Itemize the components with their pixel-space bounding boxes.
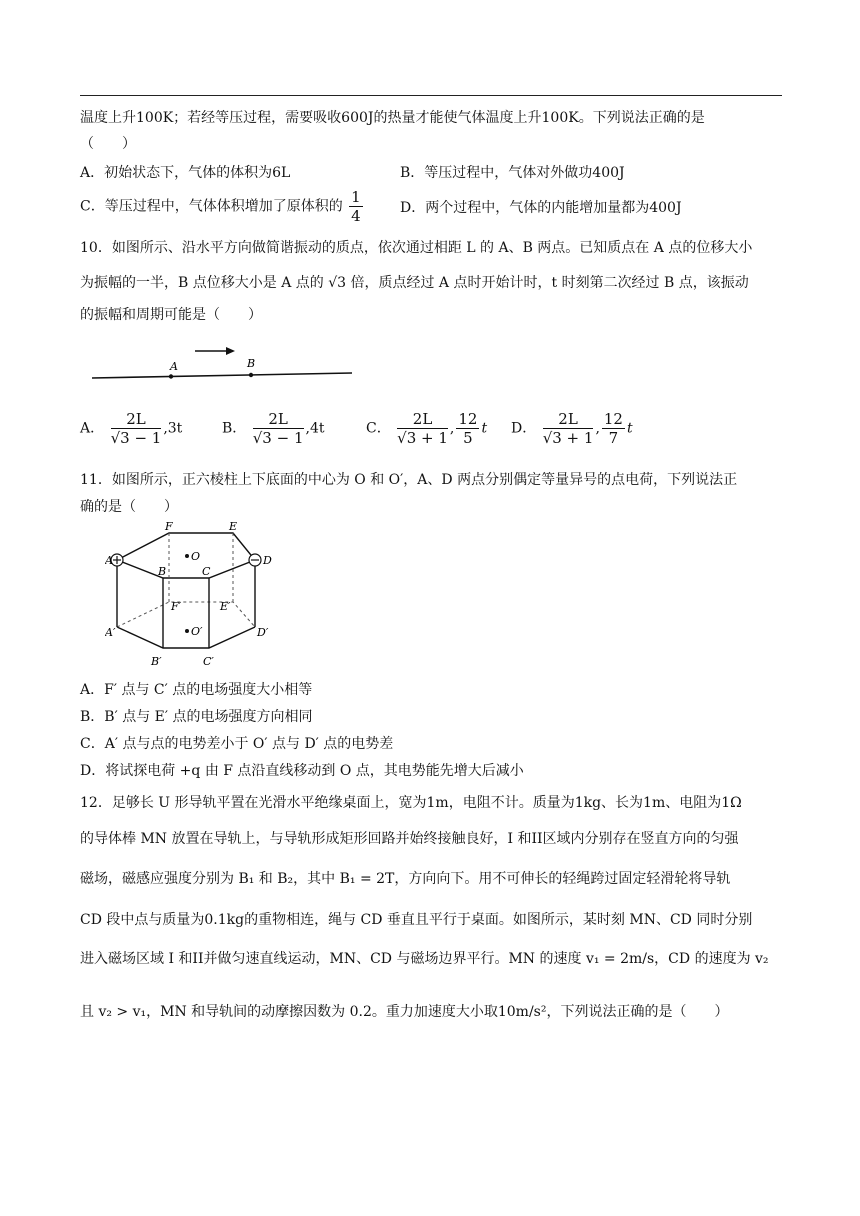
q10-figure (90, 340, 360, 385)
fraction-denominator: √3 − 1 (252, 429, 304, 447)
fraction-denominator: 4 (351, 207, 361, 225)
label-e-prime: E′ (220, 600, 231, 613)
fraction-numerator: 2L (397, 410, 448, 429)
label-c: C (202, 565, 211, 578)
q10-line-2: 为振幅的一半，B 点位移大小是 A 点的 √3 倍，质点经过 A 点时开始计时，t 时刻第二次经过 B 点，该振动 (80, 275, 749, 291)
q9-option-c-text: C．等压过程中，气体体积增加了原体积的 (80, 198, 343, 215)
center-o-prime-dot (185, 629, 189, 633)
option-rest: t (481, 420, 488, 437)
point-b-label: B (247, 357, 256, 370)
label-c-prime: C′ (203, 655, 214, 668)
q12-line-4: CD 段中点与质量为0.1kg的重物相连，绳与 CD 垂直且平行于桌面。如图所示，某时刻 MN、CD 同时分别 (80, 912, 753, 928)
option-fraction (253, 410, 304, 447)
label-o: O (191, 550, 201, 563)
q11-option-b: B．B′ 点与 E′ 点的电场强度方向相同 (80, 709, 313, 725)
point-a-label: A (170, 360, 178, 373)
fraction-numerator: 2L (111, 410, 162, 429)
label-o-prime: O′ (191, 625, 203, 638)
q9-option-d: D．两个过程中，气体的内能增加量都为400J (400, 200, 682, 216)
q11-line-2: 确的是（ ） (80, 499, 178, 515)
label-f-prime: F′ (171, 600, 182, 613)
q11-line-1: 11．如图所示，正六棱柱上下底面的中心为 O 和 O′，A、D 两点分别偶定等量异号的点电荷，下列说法正 (80, 472, 738, 488)
option-fraction (111, 410, 162, 447)
option-letter: B． (222, 420, 247, 437)
option-fraction (543, 410, 594, 447)
q12-line-3: 磁场，磁感应强度分别为 B₁ 和 B₂，其中 B₁ = 2T，方向向下。用不可伸长的轻绳跨过固定轻滑轮将导轨 (80, 871, 731, 887)
bottom-hidden-edges (117, 602, 255, 627)
option-letter: A． (80, 420, 105, 437)
fraction-denominator: √3 − 1 (110, 429, 162, 447)
fraction-denominator: √3 + 1 (542, 429, 594, 447)
q12-line-6: 且 v₂ > v₁，MN 和导轨间的动摩擦因数为 0.2。重力加速度大小取10m/s²，下列说法正确的是（ ） (80, 1004, 729, 1020)
center-o-dot (185, 554, 189, 558)
q12-line-5: 进入磁场区域 I 和II并做匀速直线运动，MN、CD 与磁场边界平行。MN 的速度 v₁ = 2m/s，CD 的速度为 v₂ (80, 951, 769, 967)
track-line (92, 373, 352, 378)
option-rest: ,4t (305, 420, 325, 437)
option-fraction-2 (456, 410, 479, 447)
q9-option-c (80, 188, 365, 225)
q9-line-1: 温度上升100K；若经等压过程，需要吸收600J的热量才能使气体温度上升100K。下列说法正确的是 (80, 110, 705, 126)
label-f: F (165, 520, 173, 533)
q10-option-a (80, 410, 182, 447)
q10-line-3: 的振幅和周期可能是（ ） (80, 307, 262, 323)
q9-option-b: B．等压过程中，气体对外做功400J (400, 165, 625, 181)
option-fraction-2 (602, 410, 625, 447)
option-letter: D． (511, 420, 537, 437)
q9-option-c-fraction (349, 188, 363, 225)
fraction-numerator: 12 (458, 410, 478, 428)
option-fraction (397, 410, 448, 447)
fraction-numerator: 1 (351, 188, 361, 206)
q10-option-b (222, 410, 324, 447)
label-d: D (263, 554, 272, 567)
fraction-numerator: 12 (603, 410, 623, 428)
option-rest: ,3t (163, 420, 183, 437)
fraction-denominator: 7 (608, 429, 619, 447)
q11-prism-figure (105, 520, 275, 672)
label-d-prime: D′ (257, 626, 269, 639)
q10-line-1: 10．如图所示、沿水平方向做简谐振动的质点，依次通过相距 L 的 A、B 两点。已知质点在 A 点的位移大小 (80, 240, 753, 256)
q10-option-c: C． $\frac{2L}{√3 + 1}$ , $\frac{12}{5}$ t (366, 410, 488, 447)
fraction-denominator: 5 (463, 429, 473, 447)
q11-option-a: A．F′ 点与 C′ 点的电场强度大小相等 (80, 682, 313, 698)
q12-line-2: 的导体棒 MN 放置在导轨上，与导轨形成矩形回路并始终接触良好，I 和II区域内分别存在竖直方向的匀强 (80, 831, 739, 847)
label-b: B (158, 565, 167, 578)
fraction-numerator: 2L (253, 410, 304, 429)
q12-line-1: 12．足够长 U 形导轨平置在光滑水平绝缘桌面上，宽为1m，电阻不计。质量为1kg、长为1m、电阻为1Ω (80, 795, 742, 811)
fraction-numerator: 2L (543, 410, 594, 429)
q9-option-a: A．初始状态下，气体的体积为6L (80, 165, 291, 181)
label-e: E (229, 520, 238, 533)
label-a: A (105, 554, 113, 567)
header-rule (80, 95, 782, 96)
q10-option-d: D． $\frac{2L}{√3 + 1}$ , $\frac{12}{7}$ t (511, 410, 633, 447)
point-b-dot (249, 373, 253, 377)
label-a-prime: A′ (105, 626, 116, 639)
q9-line-2: （ ） (80, 136, 136, 152)
q11-option-d: D．将试探电荷 +q 由 F 点沿直线移动到 O 点，其电势能先增大后减小 (80, 763, 524, 779)
q11-option-c: C．A′ 点与点的电势差小于 O′ 点与 D′ 点的电势差 (80, 736, 394, 752)
option-rest: t (626, 420, 633, 437)
point-a-dot (169, 374, 173, 378)
arrow-head (226, 347, 235, 355)
fraction-denominator: √3 + 1 (397, 429, 448, 447)
label-b-prime: B′ (151, 655, 162, 668)
option-letter: C． (366, 420, 391, 437)
